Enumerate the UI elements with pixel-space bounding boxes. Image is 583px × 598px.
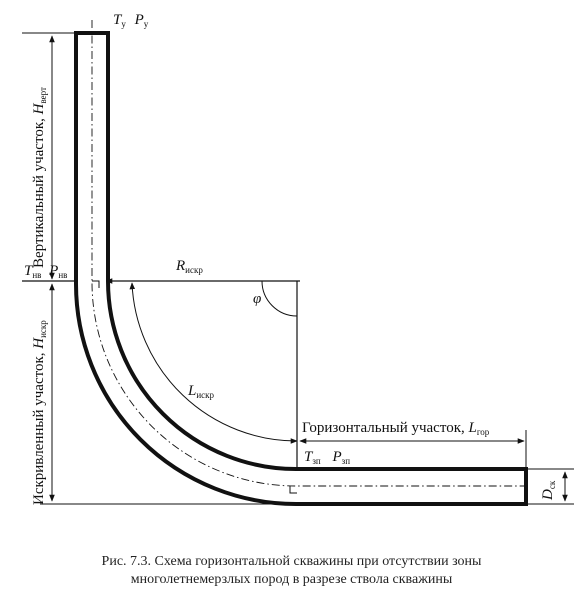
label-radius: $R_{искр}$ (176, 258, 203, 275)
label-curved-length: $L_{искр}$ (188, 383, 215, 400)
angle-phi-arc (262, 281, 297, 316)
label-bottom-tp: $T_{зп}$ $P_{зп}$ (304, 449, 351, 466)
label-vertical-section: Вертикальный участок, $H_{верт}$ (31, 87, 48, 268)
caption-line-2: многолетнемерзлых пород в разрезе ствола скважины (130, 572, 453, 587)
label-curved-section: Искривленный участок, $H_{искр}$ (31, 320, 48, 505)
label-diameter: $D_{ск}$ (540, 480, 557, 500)
label-top-tp: $T_у$ $P_у$ (113, 12, 149, 29)
figure-caption (0, 553, 583, 589)
label-horizontal-section: Горизонтальный участок, $L_{гор}$ (302, 420, 490, 437)
label-phi: φ (253, 291, 262, 307)
caption-line-1: Рис. 7.3. Схема горизонтальной скважины при отсутствии зоны (101, 554, 482, 569)
label-kick-tp: $T_{нв}$ $P_{нв}$ (24, 263, 68, 280)
